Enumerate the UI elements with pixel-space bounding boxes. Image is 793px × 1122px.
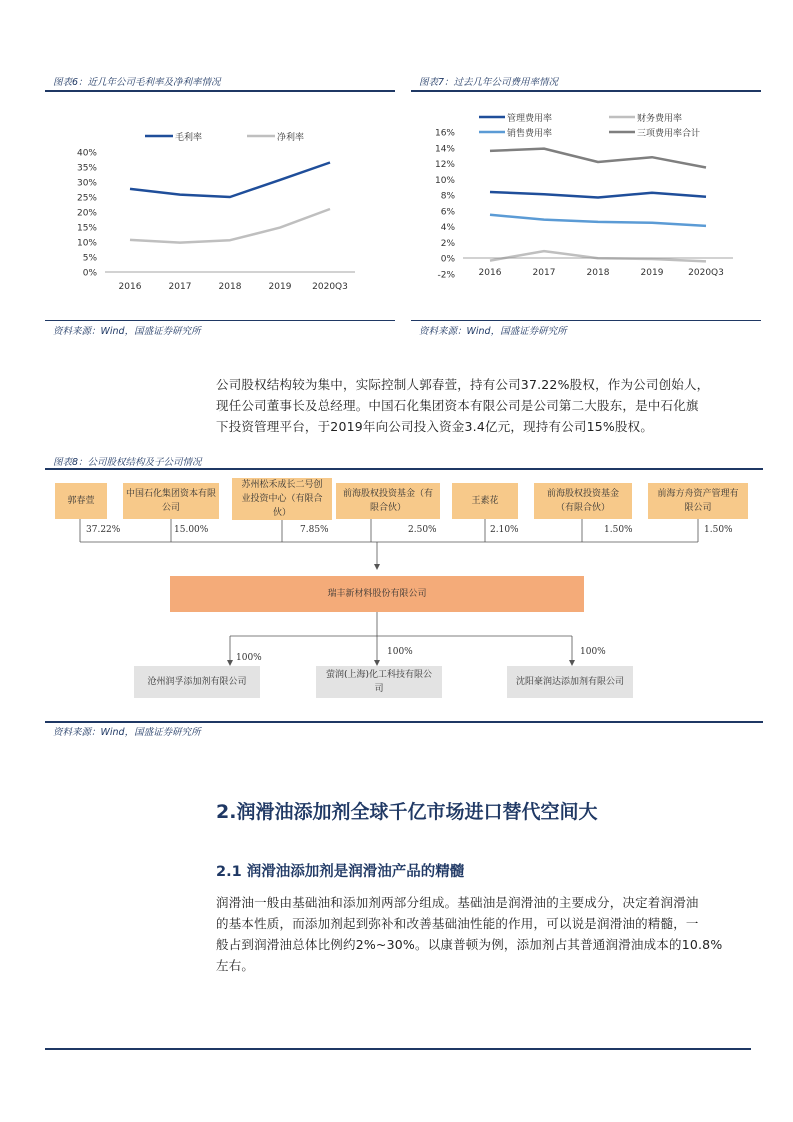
subsidiary-pct: 100% xyxy=(236,653,262,663)
x-tick-label: 2017 xyxy=(168,282,192,292)
shareholder-box: 前海股权投资基金（有限合伙） xyxy=(534,483,632,519)
section-heading: 2.润滑油添加剂全球千亿市场进口替代空间大 xyxy=(216,801,598,823)
y-tick-label: 0% xyxy=(82,268,97,279)
shareholder-box: 中国石化集团资本有限公司 xyxy=(123,483,219,519)
fig8-title: 图表8：公司股权结构及子公司情况 xyxy=(53,457,202,468)
stake-pct: 1.50% xyxy=(604,525,633,535)
fig8-bottom-rule xyxy=(45,721,763,723)
paragraph-line: 现任公司董事长及总经理。中国石化集团资本有限公司是公司第二大股东，是中石化旗 xyxy=(216,398,699,413)
paragraph-line: 公司股权结构较为集中，实际控制人郭春萱，持有公司37.22%股权，作为公司创始人， xyxy=(216,377,710,392)
x-tick-label: 2018 xyxy=(586,268,610,278)
x-tick-label: 2019 xyxy=(640,268,664,278)
x-tick-label: 2016 xyxy=(478,268,502,278)
stake-pct: 37.22% xyxy=(86,525,121,535)
paragraph-line: 般占到润滑油总体比例约2%~30%。以康普顿为例，添加剂占其普通润滑油成本的10.8% xyxy=(216,937,723,952)
y-tick-label: 25% xyxy=(76,193,97,204)
fig8-source: 资料来源：Wind，国盛证券研究所 xyxy=(53,727,201,738)
y-tick-label: 20% xyxy=(76,208,97,219)
page-bottom-rule xyxy=(45,1048,751,1050)
additive-paragraph xyxy=(216,892,764,976)
x-tick-label: 2019 xyxy=(268,282,292,292)
fig7-title: 图表7：过去几年公司费用率情况 xyxy=(419,77,559,88)
shareholder-box: 苏州松禾成长二号创业投资中心（有限合伙） xyxy=(232,478,332,520)
paragraph-line: 左右。 xyxy=(216,958,255,973)
y-tick-label: 6% xyxy=(440,207,455,218)
legend-total-label: 三项费用率合计 xyxy=(637,129,701,139)
stake-pct: 2.10% xyxy=(490,525,519,535)
shareholder-box: 郭春萱 xyxy=(55,483,107,519)
y-tick-label: 10% xyxy=(434,175,455,186)
y-tick-label: 4% xyxy=(440,223,455,234)
legend-finance-label: 财务费用率 xyxy=(637,114,683,124)
y-tick-label: 8% xyxy=(440,191,455,202)
stake-pct: 1.50% xyxy=(704,525,733,535)
y-tick-label: 16% xyxy=(434,128,455,139)
x-tick-label: 2020Q3 xyxy=(688,268,724,278)
y-tick-label: 35% xyxy=(76,163,97,174)
fig6-source: 资料来源：Wind，国盛证券研究所 xyxy=(53,326,201,337)
x-tick-label: 2020Q3 xyxy=(312,282,348,292)
y-tick-label: 30% xyxy=(76,178,97,189)
stake-pct: 2.50% xyxy=(408,525,437,535)
y-tick-label: 5% xyxy=(82,253,97,264)
y-tick-label: 14% xyxy=(434,144,455,155)
stake-pct: 7.85% xyxy=(300,525,329,535)
subsidiary-box: 萤润(上海)化工科技有限公司 xyxy=(316,666,442,698)
legend-admin-label: 管理费用率 xyxy=(507,114,553,124)
subsidiary-box: 沧州润孚添加剂有限公司 xyxy=(134,666,260,698)
subsidiary-pct: 100% xyxy=(580,647,606,657)
company-box: 瑞丰新材料股份有限公司 xyxy=(170,576,584,612)
shareholder-box: 前海股权投资基金（有限合伙） xyxy=(336,483,440,519)
paragraph-line: 的基本性质，而添加剂起到弥补和改善基础油性能的作用，可以说是润滑油的精髓，一 xyxy=(216,916,699,931)
stake-pct: 15.00% xyxy=(174,525,209,535)
paragraph-line: 下投资管理平台，于2019年向公司投入资金3.4亿元，现持有公司15%股权。 xyxy=(216,419,654,434)
y-tick-label: 12% xyxy=(434,160,455,171)
legend-net-margin-label: 净利率 xyxy=(277,133,305,143)
fig7-source: 资料来源：Wind，国盛证券研究所 xyxy=(419,326,567,337)
legend-gross-margin-label: 毛利率 xyxy=(175,133,203,143)
paragraph-line: 润滑油一般由基础油和添加剂两部分组成。基础油是润滑油的主要成分，决定着润滑油 xyxy=(216,895,699,910)
shareholder-box: 前海方舟资产管理有限公司 xyxy=(648,483,748,519)
x-tick-label: 2018 xyxy=(218,282,242,292)
legend-sales-label: 销售费用率 xyxy=(507,129,553,139)
x-tick-label: 2016 xyxy=(118,282,142,292)
subsection-heading: 2.1 润滑油添加剂是润滑油产品的精髓 xyxy=(216,864,465,880)
fig6-title: 图表6：近几年公司毛利率及净利率情况 xyxy=(53,77,221,88)
y-tick-label: 0% xyxy=(440,254,455,265)
subsidiary-pct: 100% xyxy=(387,647,413,657)
x-tick-label: 2017 xyxy=(532,268,556,278)
subsidiary-box: 沈阳豪润达添加剂有限公司 xyxy=(507,666,633,698)
y-tick-label: 10% xyxy=(76,238,97,249)
y-tick-label: 40% xyxy=(76,148,97,159)
shareholder-box: 王素花 xyxy=(452,483,518,519)
y-tick-label: 15% xyxy=(76,223,97,234)
y-tick-label: 2% xyxy=(440,238,455,249)
y-tick-label: -2% xyxy=(437,270,455,281)
